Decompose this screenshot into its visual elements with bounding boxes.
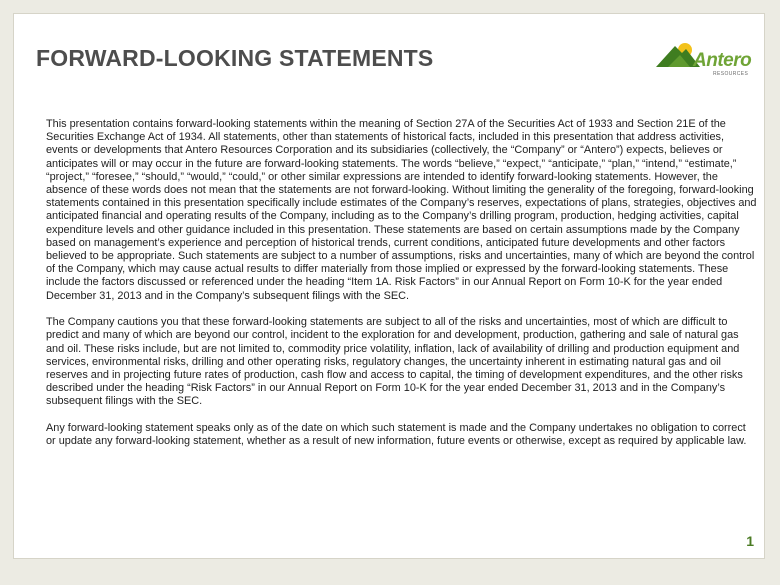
page-title: FORWARD-LOOKING STATEMENTS bbox=[36, 45, 434, 71]
paragraph-1: This presentation contains forward-looking statements within the meaning of Section 27A of the Securities Act of 1933 and Section 21E of the Securities Exchange Act of 1934. All statements, other than statements of historical facts, included in this presentation that address activities, events or developments that Antero Resources Corporation and its subsidiaries (collectively, the “Company” or “Antero”) expects, believes or anticipates will or may occur in the future are forward-looking statements. The words “believe,” “expect,” “anticipate,” “plan,” “intend,” “estimate,” “project,” “foresee,” “should,” “would,” “could,” or other similar expressions are intended to identify forward-looking statements. However, the absence of these words does not mean that the statements are not forward-looking. Without limiting the generality of the foregoing, forward-looking statements contained in this presentation specifically include estimates of the Company’s reserves, expectations of plans, strategies, objectives and anticipated financial and operating results of the Company, including as to the Company’s drilling program, production, hedging activities, capital expenditure levels and other guidance included in this presentation. These statements are based on certain assumptions made by the Company based on management’s experience and perception of historical trends, current conditions, anticipated future developments and other factors believed to be appropriate. Such statements are subject to a number of assumptions, risks and uncertainties, many of which are beyond the control of the Company, which may cause actual results to differ materially from those implied or expressed by the forward-looking statements. These include the factors discussed or referenced under the heading “Item 1A. Risk Factors” in our Annual Report on Form 10-K for the year ended December 31, 2013 and in the Company’s subsequent filings with the SEC. bbox=[46, 118, 757, 302]
antero-logo bbox=[656, 38, 762, 82]
paragraph-2: The Company cautions you that these forward-looking statements are subject to all of the risks and uncertainties, most of which are difficult to predict and many of which are beyond our control, incident to the exploration for and development, production, gathering and sale of natural gas and oil. These risks include, but are not limited to, commodity price volatility, inflation, lack of availability of drilling and production equipment and services, environmental risks, drilling and other operating risks, regulatory changes, the uncertainty inherent in estimating natural gas and oil reserves and in projecting future rates of production, cash flow and access to capital, the timing of development expenditures, and the other risks described under the heading “Risk Factors” in our Annual Report on Form 10-K for the year ended December 31, 2013 and in the Company’s subsequent filings with the SEC. bbox=[46, 316, 743, 408]
paragraph-3: Any forward-looking statement speaks only as of the date on which such statement is made and the Company undertakes no obligation to correct or update any forward-looking statement, whether as a result of new information, future events or otherwise, except as required by applicable law. bbox=[46, 422, 747, 448]
disclaimer-body bbox=[46, 118, 758, 462]
logo-subtitle: RESOURCES bbox=[713, 71, 749, 77]
page-number: 1 bbox=[746, 533, 754, 549]
logo-wordmark: Antero bbox=[693, 50, 752, 71]
slide bbox=[13, 13, 765, 559]
